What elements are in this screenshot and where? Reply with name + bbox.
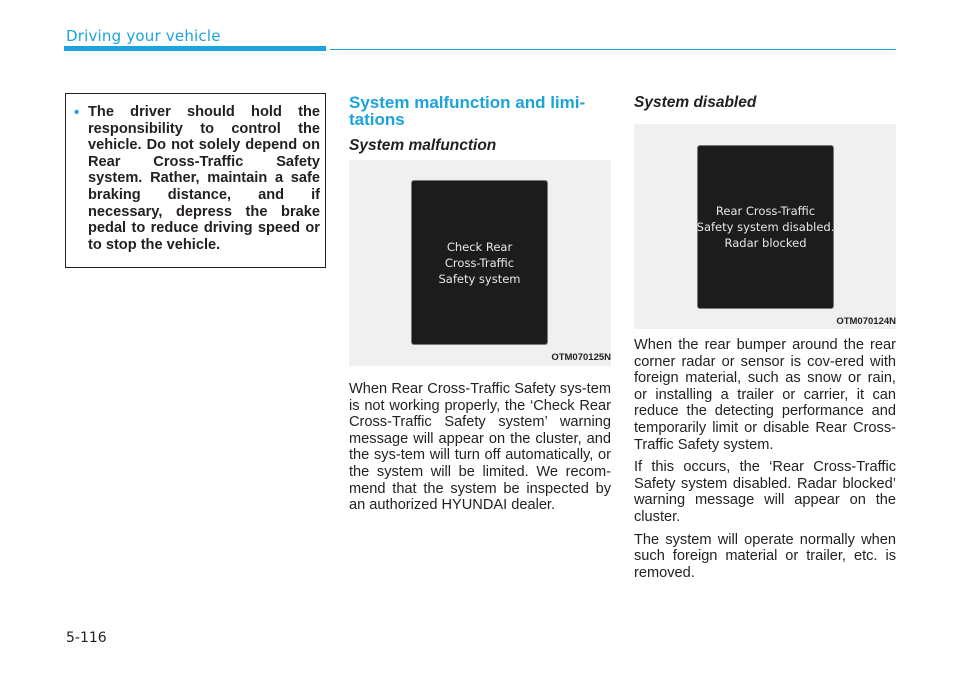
display-line: Radar blocked (724, 236, 807, 250)
page-number: 5-116 (66, 630, 107, 646)
figure-disabled (634, 124, 896, 329)
display-line: Safety system (438, 271, 521, 286)
section-header: Driving your vehicle (66, 27, 221, 45)
header-rule (330, 49, 896, 50)
subsection-title-malfunction: System malfunction (349, 137, 497, 154)
display-line: Check Rear (446, 239, 513, 254)
cluster-display (411, 180, 548, 345)
subsection-title-disabled: System disabled (634, 94, 757, 111)
warning-note-text: The driver should hold the responsibility to control the vehicle. Do not solely depend on Rear Cross-Traffic Safety system. Rather, maintain a safe braking distance, and if necessary, depress the brake pedal to reduce driving speed or to stop the vehicle. (88, 104, 320, 253)
header-bar (64, 46, 326, 51)
figure-malfunction (349, 160, 611, 366)
cluster-display (697, 145, 834, 309)
disabled-paragraph: If this occurs, the ‘Rear Cross-Traffic Safety system disabled. Radar blocked’ warning message will appear on the cluster. (634, 459, 896, 525)
malfunction-paragraph: When Rear Cross-Traffic Safety sys-tem is not working properly, the ‘Check Rear Cross-Traffic Safety system’ warning message will appear on the cluster, and the sys-tem will turn off automatically, or the system will be limited. We recom-mend that the system be inspected by an authorized HYUNDAI dealer. (349, 381, 611, 514)
display-line: Rear Cross-Traffic (715, 204, 816, 218)
display-line: Cross-Traffic (444, 255, 515, 270)
disabled-text (634, 337, 896, 581)
disabled-paragraph: When the rear bumper around the rear corner radar or sensor is cov-ered with foreign material, such as snow or rain, or installing a trailer or carrier, it can reduce the detecting performance and temporarily limit or disable Rear Cross-Traffic Safety system. (634, 337, 896, 453)
warning-note-box (65, 93, 326, 268)
figure-code: OTM070124N (836, 316, 896, 327)
section-title-line-2: tations (349, 110, 405, 129)
section-title-line-1: System malfunction and limi- (349, 93, 586, 112)
figure-code: OTM070125N (551, 352, 611, 363)
disabled-paragraph: The system will operate normally when such foreign material or trailer, etc. is removed. (634, 531, 896, 581)
display-line: Safety system disabled. (696, 220, 835, 234)
section-title (349, 94, 611, 128)
bullet-icon: • (74, 104, 80, 121)
